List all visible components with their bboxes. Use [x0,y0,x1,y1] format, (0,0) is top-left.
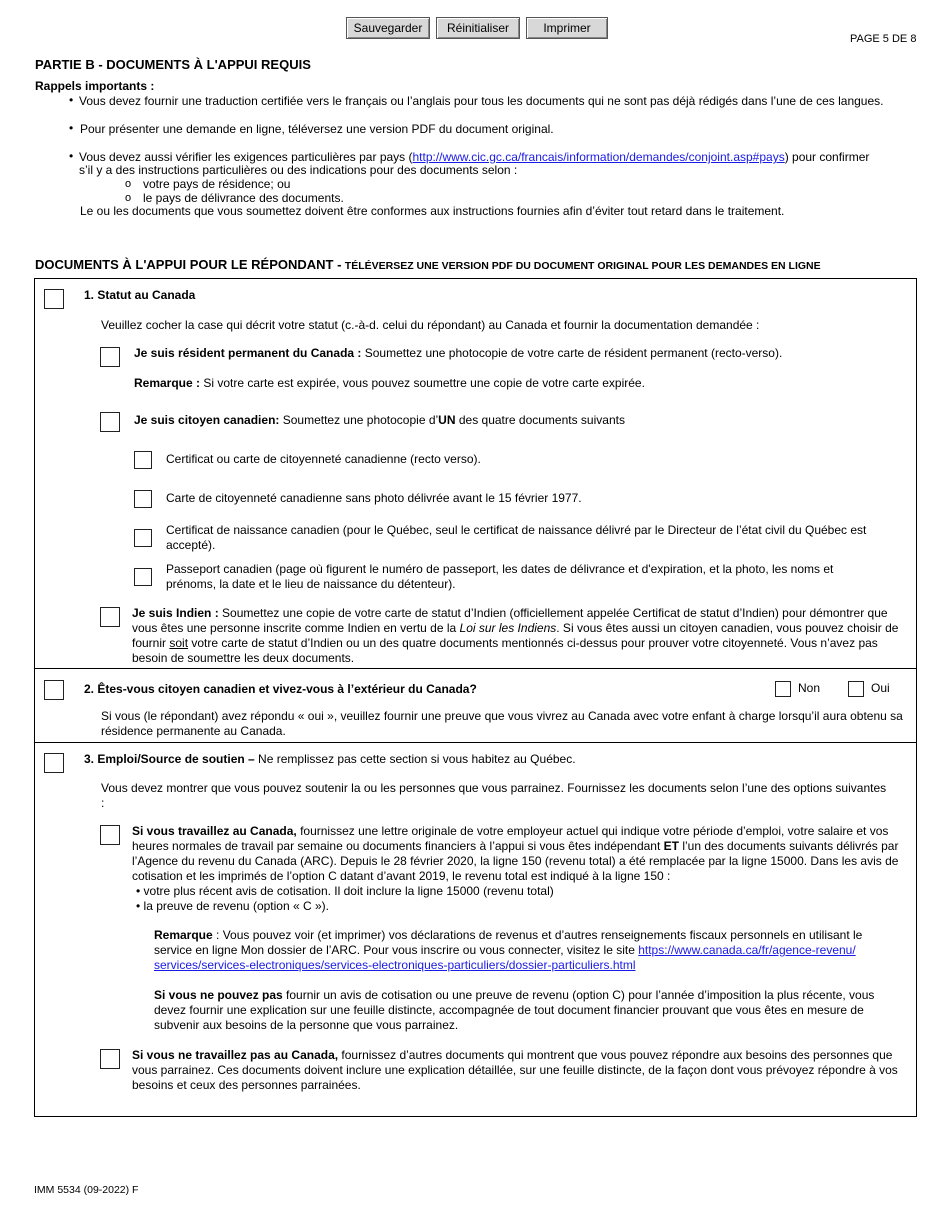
citizen-text: Je suis citoyen canadien: Soumettez une photocopie d’UN des quatre documents suivants [134,413,625,427]
country-requirements-link[interactable]: http://www.cic.gc.ca/francais/information/demandes/conjoint.asp#pays [412,150,785,164]
q2-no-label: Non [798,681,821,695]
work-bullet-2: • la preuve de revenu (option « C »). [136,899,329,913]
work-in-canada-text: Si vous travaillez au Canada, fournissez une lettre originale de votre employeur actuel qui indique votre période d’emploi, votre salaire et vos heures normales de travail par semaine ou documents financiers à l’appui si vous êtes indépendant ET l’un des documents suivants délivrés par l’Agence du revenu du Canada (ARC). Depuis le 28 février 2020, la ligne 150 (revenu total) a été remplacée par la ligne 15000. Dans les avis de cotisation et les imprimés de l’option C datant d’avant 2019, le revenu total est indiqué à la ligne 150 : [132,824,899,883]
doc-option-1: Certificat ou carte de citoyenneté canadienne (recto verso). [166,452,481,466]
page-number: PAGE 5 DE 8 [850,33,917,45]
reset-button[interactable]: Réinitialiser [436,17,520,39]
divider [34,742,917,743]
circle-bullet: o [125,192,132,204]
reminder-3: Vous devez aussi vérifier les exigences particulières par pays (http://www.cic.gc.ca/francais/information/demandes/conjoint.asp#pays) pour confirmer [79,150,870,164]
indian-status-checkbox[interactable] [100,607,120,627]
sub-item-2: le pays de délivrance des documents. [143,191,344,205]
citizenship-card-checkbox[interactable] [134,490,152,508]
doc-option-4: Passeport canadien (page où figurent le numéro de passeport, les dates de délivrance et d'expiration, et la photo, les noms et prénoms, la date et le lieu de naissance du détenteur). [166,562,834,591]
divider [34,668,917,669]
form-id: IMM 5534 (09-2022) F [34,1184,139,1196]
part-b-title: PARTIE B - DOCUMENTS À L'APPUI REQUIS [35,57,311,72]
reminder-3-line2: s’il y a des instructions particulières ou des indications pour des documents selon : [79,163,518,177]
work-bullet-1: • votre plus récent avis de cotisation. Il doit inclure la ligne 15000 (revenu total) [136,884,554,898]
closing-note: Le ou les documents que vous soumettez doivent être conformes aux instructions fournies afin d’éviter tout retard dans le traitement. [80,204,785,218]
cannot-provide-text: Si vous ne pouvez pas fournir un avis de cotisation ou une preuve de revenu (option C) pour l’année d’imposition la plus récente, vous devez fournir une explication sur une feuille distincte, accompagnée de tout document financier prouvant que vous êtes en mesure de subvenir aux besoins de la personne que vous parrainez. [154,988,875,1032]
print-button[interactable]: Imprimer [526,17,608,39]
q2-heading: 2. Êtes-vous citoyen canadien et vivez-vous à l’extérieur du Canada? [84,682,477,696]
reminders-title: Rappels importants : [35,79,155,93]
q2-yes-checkbox[interactable] [848,681,864,697]
q1-intro: Veuillez cocher la case qui décrit votre statut (c.-à-d. celui du répondant) au Canada et fournir la documentation demandée : [101,318,760,332]
indian-status-text: Je suis Indien : Soumettez une copie de votre carte de statut d’Indien (officiellement appelée Certificat de statut d’Indien) pour démontrer que vous êtes une personne inscrite comme Indien en vertu de la Loi sur les Indiens. Si vous êtes aussi un citoyen canadien, vous pouvez choisir de fournir soit votre carte de statut d’Indien ou un des quatre documents mentionnés ci-dessus pour prouver votre citoyenneté. Vous n’avez pas besoin de soumettre les deux documents. [132,606,899,665]
bullet: • [69,121,74,135]
q3-heading: 3. Emploi/Source de soutien – Ne remplissez pas cette section si vous habitez au Québec. [84,752,576,766]
not-work-in-canada-text: Si vous ne travaillez pas au Canada, fournissez d’autres documents qui montrent que vous pouvez répondre aux besoins des personnes que vous parrainez. Ces documents doivent inclure une explication détaillée, sur une feuille distincte, de la façon dont vous prévoyez répondre à vos besoins et ceux des personnes parrainées. [132,1048,898,1092]
cra-link[interactable]: https://www.canada.ca/fr/agence-revenu/ [638,943,856,957]
cra-link-line2[interactable]: services/services-electroniques/services-electroniques-particuliers/dossier-particuliers.html [154,958,636,972]
expired-card-note: Remarque : Si votre carte est expirée, vous pouvez soumettre une copie de votre carte expirée. [134,376,645,390]
permanent-resident-checkbox[interactable] [100,347,120,367]
circle-bullet: o [125,178,132,190]
sub-item-1: votre pays de résidence; ou [143,177,291,191]
birth-certificate-checkbox[interactable] [134,529,152,547]
permanent-resident-text: Je suis résident permanent du Canada : Soumettez une photocopie de votre carte de résident permanent (recto-verso). [134,346,783,360]
not-work-in-canada-checkbox[interactable] [100,1049,120,1069]
q3-checkbox[interactable] [44,753,64,773]
q1-heading: 1. Statut au Canada [84,288,196,302]
citizenship-certificate-checkbox[interactable] [134,451,152,469]
bullet: • [69,149,74,163]
bullet: • [69,93,74,107]
reminder-1: Vous devez fournir une traduction certifiée vers le français ou l’anglais pour tous les documents qui ne sont pas déjà rédigés dans l’une de ces langues. [79,94,884,108]
q1-checkbox[interactable] [44,289,64,309]
q2-checkbox[interactable] [44,680,64,700]
work-in-canada-checkbox[interactable] [100,825,120,845]
doc-option-2: Carte de citoyenneté canadienne sans photo délivrée avant le 15 février 1977. [166,491,582,505]
section-title: DOCUMENTS À L'APPUI POUR LE RÉPONDANT - TÉLÉVERSEZ UNE VERSION PDF DU DOCUMENT ORIGINAL POUR LES DEMANDES EN LIGNE [35,257,821,272]
q3-intro: Vous devez montrer que vous pouvez soutenir la ou les personnes que vous parrainez. Fournissez les documents selon l’une des options suivantes : [101,781,887,810]
save-button[interactable]: Sauvegarder [346,17,430,39]
passport-checkbox[interactable] [134,568,152,586]
q2-no-checkbox[interactable] [775,681,791,697]
cra-remark: Remarque : Vous pouvez voir (et imprimer) vos déclarations de revenus et d’autres renseignements fiscaux personnels en utilisant le service en ligne Mon dossier de l’ARC. Pour vous inscrire ou vous connecter, visitez le site https://www.canada.ca/fr/agence-revenu/ [154,928,863,957]
doc-option-3: Certificat de naissance canadien (pour le Québec, seul le certificat de naissance délivré par le Directeur de l’état civil du Québec est accepté). [166,523,867,552]
q2-text: Si vous (le répondant) avez répondu « oui », veuillez fournir une preuve que vous vivrez au Canada avec votre enfant à charge lorsqu’il aura obtenu sa résidence permanente au Canada. [101,709,903,738]
q2-yes-label: Oui [871,681,890,695]
citizen-checkbox[interactable] [100,412,120,432]
reminder-2: Pour présenter une demande en ligne, téléversez une version PDF du document original. [80,122,554,136]
